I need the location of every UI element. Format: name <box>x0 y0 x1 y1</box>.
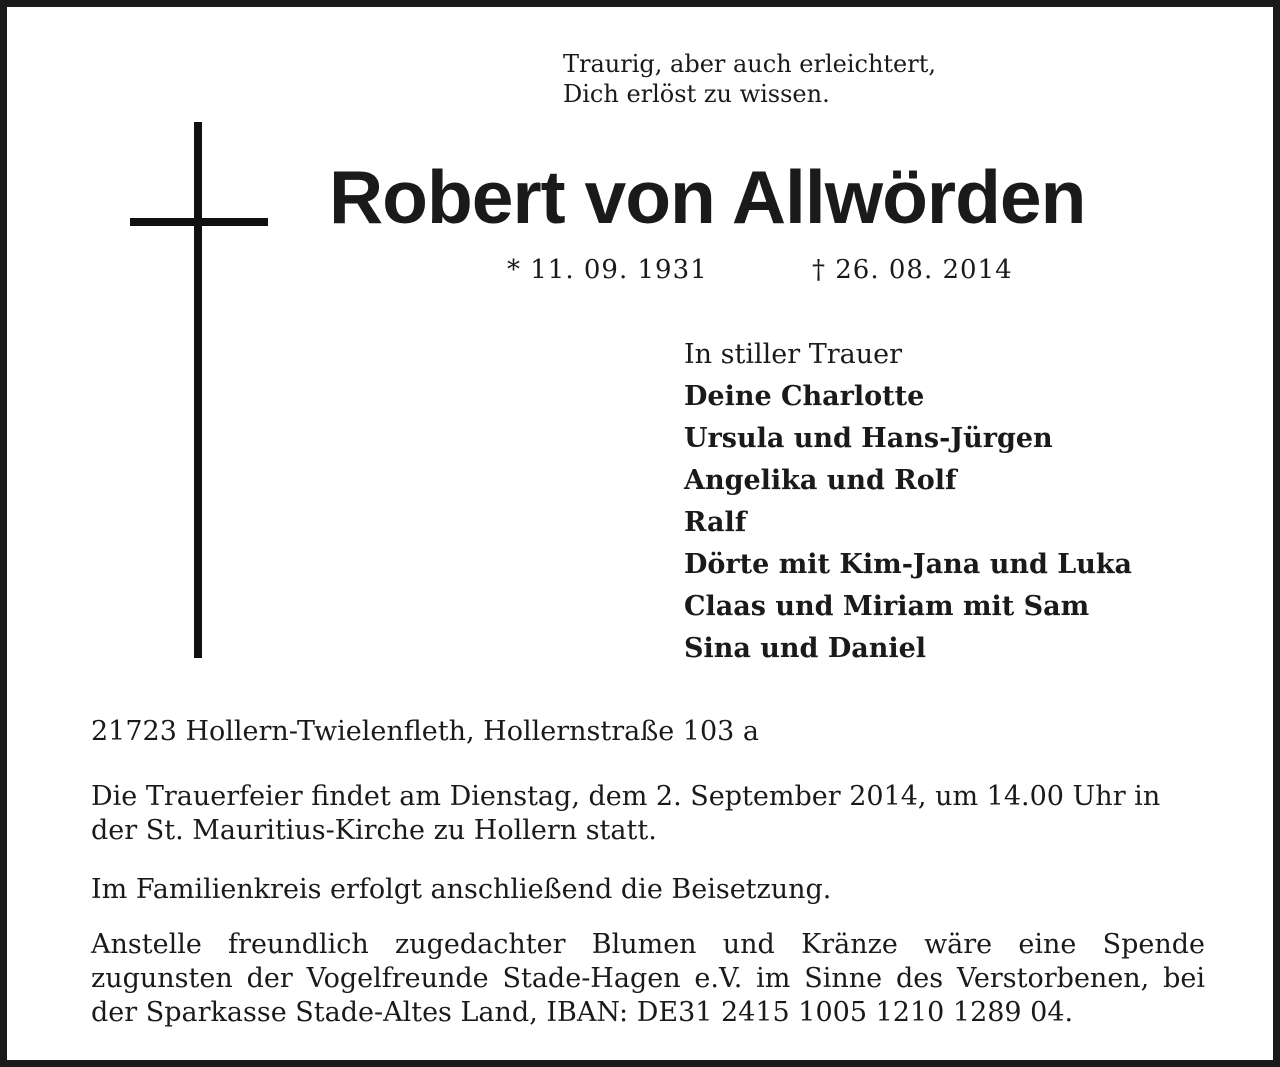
family-address: 21723 Hollern-Twielenfleth, Hollernstraße 103 a <box>91 716 760 747</box>
quote-line-2: Dich erlöst zu wissen. <box>563 80 830 108</box>
epitaph-quote <box>563 49 936 109</box>
mourners-list <box>684 334 1132 670</box>
mourner-name: Angelika und Rolf <box>684 465 957 496</box>
cross-icon <box>194 122 202 658</box>
mourner-name: Sina und Daniel <box>684 633 927 664</box>
ceremony-paragraph: Die Trauerfeier findet am Dienstag, dem 2. September 2014, um 14.00 Uhr in der St. Mauritius-Kirche zu Hollern statt. <box>91 781 1161 846</box>
quote-line-1: Traurig, aber auch erleichtert, <box>563 50 937 78</box>
birth-date: * 11. 09. 1931 <box>507 255 708 285</box>
mourners-intro: In stiller Trauer <box>684 339 903 370</box>
mourner-name: Claas und Miriam mit Sam <box>684 591 1090 622</box>
death-date: † 26. 08. 2014 <box>812 255 1013 285</box>
mourner-name: Dörte mit Kim-Jana und Luka <box>684 549 1133 580</box>
donation-paragraph: Anstelle freundlich zugedachter Blumen und Kränze wäre eine Spende zugunsten der Vogelfreunde Stade-Hagen e.V. im Sinne des Verstorbenen, bei der Sparkasse Stade-Altes Land, IBAN: DE31 2415 1005 1210 1289 04. <box>91 929 1205 1028</box>
mourner-name: Ralf <box>684 507 747 538</box>
mourner-name: Ursula und Hans-Jürgen <box>684 423 1053 454</box>
cross-icon-crossbar <box>130 218 268 226</box>
mourner-name: Deine Charlotte <box>684 381 925 412</box>
burial-paragraph: Im Familienkreis erfolgt anschließend die Beisetzung. <box>91 874 832 905</box>
deceased-name: Robert von Allwörden <box>329 155 1086 239</box>
